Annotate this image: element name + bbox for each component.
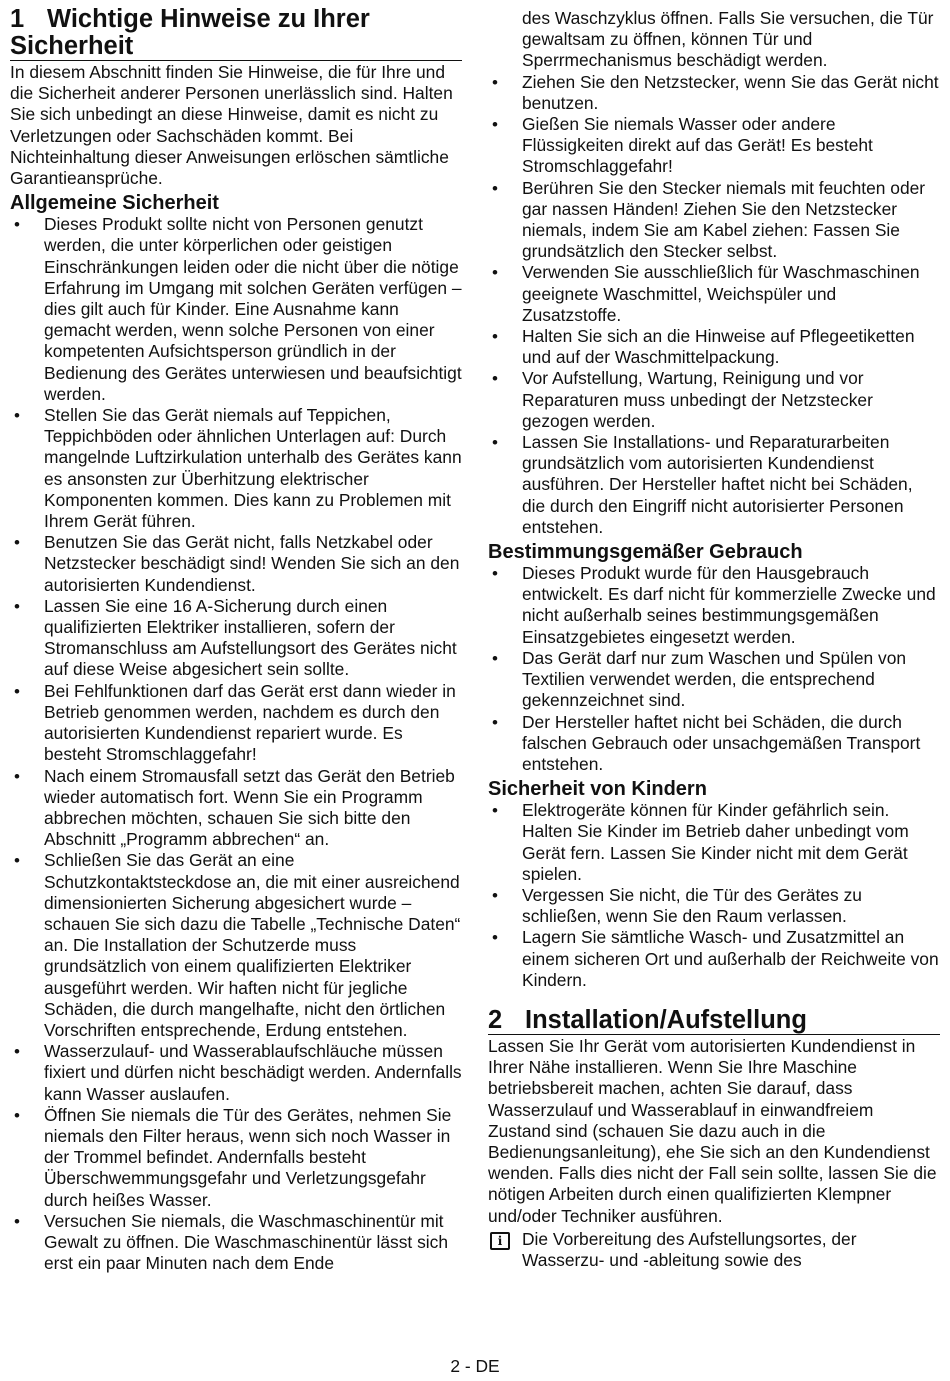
list-item: • Bei Fehlfunktionen darf das Gerät erst dann wieder in Betrieb genommen werden, nachdem es durch den autorisierten Kundendienst repariert wurde. Es besteht Stromschlaggefahr! <box>14 680 456 765</box>
list-item: • Vergessen Sie nicht, die Tür des Gerätes zu schließen, wenn Sie den Raum verlassen. <box>492 884 862 927</box>
info-icon: i <box>490 1232 510 1250</box>
bullet-icon: • <box>492 263 498 283</box>
list-item: • Lassen Sie eine 16 A-Sicherung durch einen qualifizierten Elektriker installieren, sofern der Stromanschluss am Aufstellungsort des Gerätes nicht auf diese Weise abgesichert sein sollte. <box>14 595 457 680</box>
bullet-icon: • <box>14 851 20 871</box>
bullet-icon: • <box>14 1211 20 1231</box>
bullet-icon: • <box>492 801 498 821</box>
list-item: • Dieses Produkt wurde für den Hausgebrauch entwickelt. Es darf nicht für kommerzielle Zwecke und nicht außerhalb seines bestimmungsgemäßen Einsatzgebietes eingesetzt werden. <box>492 563 936 647</box>
bullet-icon: • <box>14 766 20 786</box>
intended-use-heading: Bestimmungsgemäßer Gebrauch <box>488 541 803 564</box>
info-note <box>488 1229 940 1271</box>
list-item: • Dieses Produkt sollte nicht von Personen genutzt werden, die unter körperlichen oder geistigen Einschränkungen leiden oder die nicht über die nötige Erfahrung im Umgang mit solchen Geräten verfügen – dies gilt auch für Kinder. Eine Ausnahme kann gemacht werden, wenn solche Personen von einer kompetenten Aufsichtsperson gründlich in der Bedienung des Gerätes unterwiesen und beaufsichtigt werden. <box>14 214 462 404</box>
bullet-icon: • <box>492 564 498 584</box>
list-item: • Versuchen Sie niemals, die Waschmaschinentür mit Gewalt zu öffnen. Die Waschmaschinentür lässt sich erst ein paar Minuten nach dem Ende <box>14 1210 449 1274</box>
list-item: • Elektrogeräte können für Kinder gefährlich sein. Halten Sie Kinder im Betrieb daher unbedingt vom Gerät fern. Lassen Sie Kinder nicht mit dem Gerät spielen. <box>492 800 909 884</box>
bullet-icon: • <box>492 928 498 948</box>
bullet-icon: • <box>492 433 498 453</box>
list-item: • Ziehen Sie den Netzstecker, wenn Sie das Gerät nicht benutzen. <box>492 71 939 113</box>
bullet-icon: • <box>492 115 498 135</box>
bullet-icon: • <box>14 215 20 235</box>
chapter-1-number: 1 <box>10 5 25 33</box>
list-item: • Vor Aufstellung, Wartung, Reinigung und vor Reparaturen muss unbedingt der Netzstecker gezogen werden. <box>492 368 873 431</box>
child-safety-heading: Sicherheit von Kindern <box>488 778 707 801</box>
list-item-continuation: des Waschzyklus öffnen. Falls Sie versuchen, die Tür gewaltsam zu öffnen, können Tür und Sperrmechanismus beschädigt werden. <box>522 8 934 71</box>
list-item: • Öffnen Sie niemals die Tür des Gerätes, nehmen Sie niemals den Filter heraus, wenn sich noch Wasser in der Trommel befindet. Andernfalls besteht Überschwemmungsgefahr und Verletzungsgefahr durch heißes Wasser. <box>14 1104 452 1210</box>
intended-use-list <box>488 563 940 775</box>
list-item: • Wasserzulauf- und Wasserablaufschläuche müssen fixiert und dürfen nicht beschädigt werden. Andernfalls kann Wasser auslaufen. <box>14 1041 462 1104</box>
list-item: • Gießen Sie niemals Wasser oder andere Flüssigkeiten direkt auf das Gerät! Es besteht Stromschlaggefahr! <box>492 114 873 177</box>
bullet-icon: • <box>492 648 498 668</box>
list-item: • Das Gerät darf nur zum Waschen und Spülen von Textilien verwendet werden, die entsprechend gekennzeichnet sind. <box>492 647 907 711</box>
chapter-2-intro: Lassen Sie Ihr Gerät vom autorisierten Kundendienst in Ihrer Nähe installieren. Wenn Sie Ihre Maschine betriebsbereit machen, achten Sie darauf, dass Wasserzulauf und Wasserablauf in einwandfreiem Zustand sind (schauen Sie dazu auch in die Bedienungsanleitung), ehe Sie sich an den Kundendienst wenden. Falls dies nicht der Fall sein sollte, lassen Sie die nötigen Arbeiten durch einen qualifizierten Klempner und/oder Techniker ausführen. <box>488 1035 937 1226</box>
list-item: • Halten Sie sich an die Hinweise auf Pflegeetiketten und auf der Waschmittelpackung. <box>492 326 915 368</box>
bullet-icon: • <box>492 712 498 732</box>
chapter-1-title: Wichtige Hinweise zu Ihrer Sicherheit <box>10 5 370 60</box>
list-item: • Schließen Sie das Gerät an eine Schutzkontaktsteckdose an, die mit einer ausreichend dimensionierten Sicherung abgesichert wurde – schauen Sie sich dazu die Tabelle „Technische Daten“ an. Die Installation der Schutzerde muss grundsätzlich von einem qualifizierten Elektriker ausgeführt werden. Wir haften nicht für jegliche Schäden, die durch mangelhafte, nicht den örtlichen Vorschriften entsprechende, Erdung entstehen. <box>14 850 461 1040</box>
list-item: • Der Hersteller haftet nicht bei Schäden, die durch falschen Gebrauch oder unsachgemäßen Transport entstehen. <box>492 711 921 774</box>
general-safety-heading: Allgemeine Sicherheit <box>10 192 219 215</box>
bullet-icon: • <box>492 178 498 198</box>
info-note-text: Die Vorbereitung des Aufstellungsortes, der Wasserzu- und -ableitung sowie des <box>522 1228 857 1270</box>
list-item: • Stellen Sie das Gerät niemals auf Teppichen, Teppichböden oder ähnlichen Unterlagen auf: Durch mangelnde Luftzirkulation unterhalb des Gerätes kann es ansonsten zur Überhitzung elektrischer Komponenten kommen. Dies kann zu Problemen mit Ihrem Gerät führen. <box>14 405 462 532</box>
general-safety-list <box>10 214 462 1274</box>
list-item: • Lassen Sie Installations- und Reparaturarbeiten grundsätzlich vom autorisierten Kundendienst ausführen. Der Hersteller haftet nicht bei Schäden, die durch den Eingriff nicht autorisierter Personen entstehen. <box>492 432 913 537</box>
chapter-2-title: Installation/Aufstellung <box>525 1005 807 1034</box>
page-number: 2 - DE <box>450 1356 500 1376</box>
bullet-icon: • <box>492 369 498 389</box>
bullet-icon: • <box>14 406 20 426</box>
chapter-2-number: 2 <box>488 1005 503 1034</box>
list-item: • Verwenden Sie ausschließlich für Waschmaschinen geeignete Waschmittel, Weichspüler und Zusatzstoffe. <box>492 262 920 325</box>
bullet-icon: • <box>14 1042 20 1062</box>
bullet-icon: • <box>492 72 498 92</box>
left-column <box>10 6 462 1274</box>
bullet-icon: • <box>492 885 498 905</box>
list-item: • Berühren Sie den Stecker niemals mit feuchten oder gar nassen Händen! Ziehen Sie den Netzstecker niemals, indem Sie am Kabel ziehen: Fassen Sie grundsätzlich den Stecker selbst. <box>492 177 926 262</box>
bullet-icon: • <box>14 533 20 553</box>
chapter-1-intro: In diesem Abschnitt finden Sie Hinweise, die für Ihre und die Sicherheit anderer Personen unerlässlich sind. Halten Sie sich unbedingt an diese Hinweise, damit es nicht zu Verletzungen oder Sachschäden kommt. Bei Nichteinhaltung dieser Anweisungen erlöschen sämtliche Garantieansprüche. <box>10 62 453 189</box>
list-item: • Lagern Sie sämtliche Wasch- und Zusatzmittel an einem sicheren Ort und außerhalb der Reichweite von Kindern. <box>492 927 939 990</box>
bullet-icon: • <box>14 596 20 616</box>
bullet-icon: • <box>492 327 498 347</box>
chapter-2-heading <box>488 1007 940 1035</box>
list-item: • Benutzen Sie das Gerät nicht, falls Netzkabel oder Netzstecker beschädigt sind! Wenden Sie sich an den autorisierten Kundendienst. <box>14 532 460 595</box>
child-safety-list <box>488 800 940 991</box>
right-column <box>488 8 940 1271</box>
list-item: • Nach einem Stromausfall setzt das Gerät den Betrieb wieder automatisch fort. Wenn Sie ein Programm abbrechen möchten, schauen Sie sich bitte den Abschnitt „Programm abbrechen“ an. <box>14 765 455 850</box>
chapter-1-heading <box>10 6 462 61</box>
bullet-icon: • <box>14 1105 20 1125</box>
general-safety-list-continued <box>488 8 940 538</box>
bullet-icon: • <box>14 681 20 701</box>
